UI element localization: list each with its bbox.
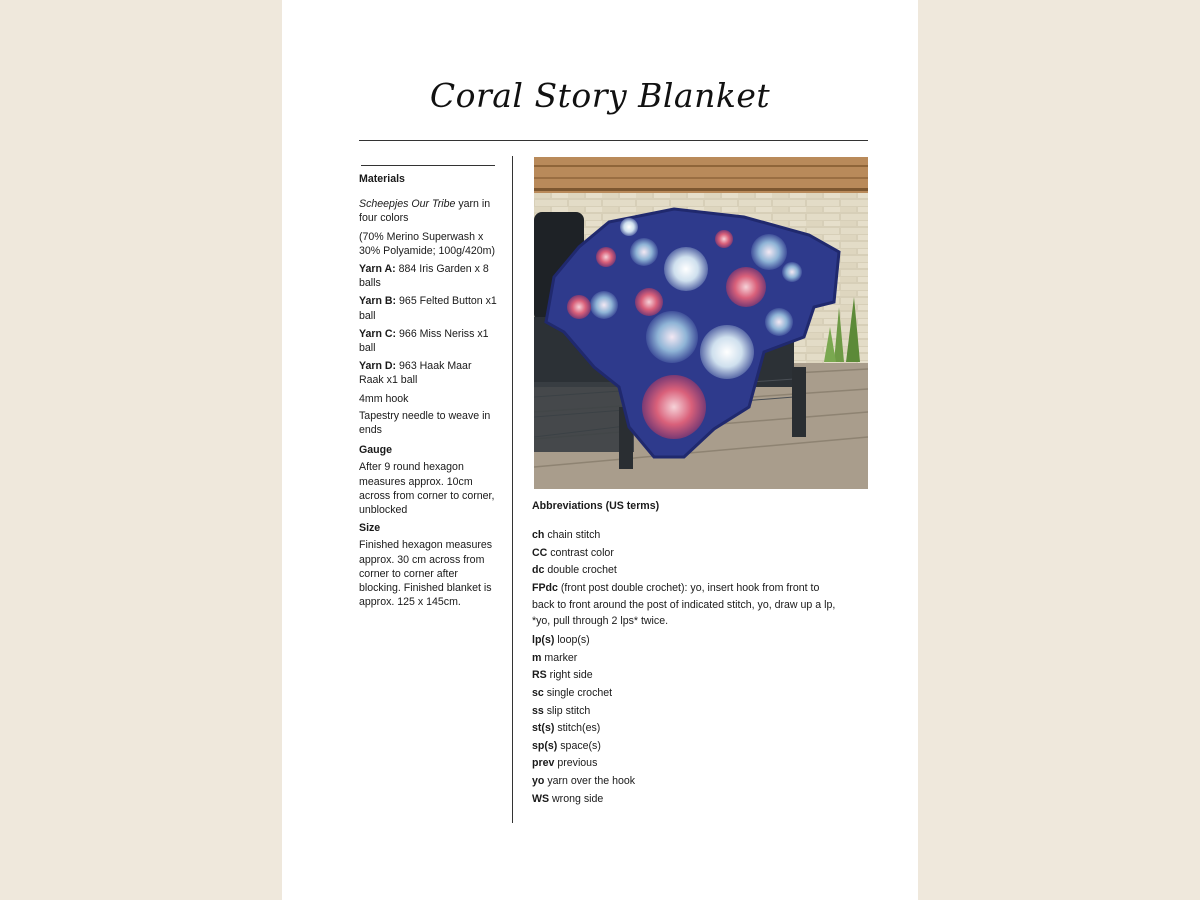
blanket-photo xyxy=(534,157,868,489)
abbr-term: ss xyxy=(532,704,544,717)
yarn-b-line xyxy=(359,294,499,322)
abbr-term: ch xyxy=(532,529,545,541)
abbr-term: WS xyxy=(532,792,550,805)
abbr-term: lp(s) xyxy=(532,634,555,647)
abbr-def: space(s) xyxy=(557,739,601,752)
title-divider xyxy=(359,140,868,141)
materials-column xyxy=(359,156,499,609)
abbr-row xyxy=(532,685,842,703)
yarn-d-label: Yarn D: xyxy=(359,360,397,373)
abbr-term: sp(s) xyxy=(532,739,558,752)
yarn-b-text: 965 Felted Button x1 ball xyxy=(359,295,497,322)
needle-line: Tapestry needle to weave in ends xyxy=(359,409,491,437)
abbr-row xyxy=(532,755,842,773)
abbr-def: single crochet xyxy=(543,686,613,699)
abbr-row xyxy=(532,650,842,668)
yarn-a-label: Yarn A: xyxy=(359,263,396,276)
size-text: Finished hexagon measures approx. 30 cm across from corner to corner after blocking. Finished blanket is approx. 125 x 145cm. xyxy=(359,539,493,609)
abbr-def: wrong side xyxy=(549,792,604,805)
hook-line: 4mm hook xyxy=(359,392,409,405)
yarn-composition: (70% Merino Superwash x 30% Polyamide; 100g/420m) xyxy=(359,230,496,257)
gauge-heading: Gauge xyxy=(359,444,392,457)
size-heading: Size xyxy=(359,522,381,535)
yarn-line xyxy=(359,197,499,225)
abbr-def: loop(s) xyxy=(554,634,590,647)
abbr-def: right side xyxy=(546,669,593,682)
abbr-def: yarn over the hook xyxy=(544,774,636,787)
blanket-photo-illustration xyxy=(534,157,868,489)
abbr-term: RS xyxy=(532,669,547,682)
pattern-page xyxy=(282,0,918,900)
materials-heading: Materials xyxy=(359,173,405,185)
abbr-row xyxy=(532,720,842,738)
abbr-row xyxy=(532,703,842,721)
abbr-def: (front post double crochet): yo, insert hook from front to back to front around the post of indicated stitch, yo, draw up a lp, *yo, pull through 2 lps* twice. xyxy=(532,581,836,628)
abbr-term: FPdc xyxy=(532,581,558,594)
yarn-c-label: Yarn C: xyxy=(359,327,397,340)
abbr-row xyxy=(532,738,842,756)
abbreviations-list xyxy=(532,527,842,808)
gauge-text: After 9 round hexagon measures approx. 10cm across from corner to corner, unblocked xyxy=(359,461,495,517)
abbr-term: CC xyxy=(532,546,548,559)
yarn-d-text: 963 Haak Maar Raak x1 ball xyxy=(359,360,472,387)
yarn-name: Scheepjes Our Tribe xyxy=(359,198,456,211)
yarn-a-line xyxy=(359,262,499,290)
yarn-b-label: Yarn B: xyxy=(359,295,397,308)
abbr-term: yo xyxy=(532,774,545,787)
materials-rule xyxy=(361,165,495,166)
abbr-term: prev xyxy=(532,757,555,770)
yarn-c-text: 966 Miss Neriss x1 ball xyxy=(359,327,489,355)
abbr-def: contrast color xyxy=(547,546,614,559)
abbr-def: marker xyxy=(541,651,578,664)
abbr-row xyxy=(532,791,842,809)
abbr-row xyxy=(532,580,842,630)
abbr-def: stitch(es) xyxy=(554,722,601,735)
abbreviations-heading: Abbreviations (US terms) xyxy=(532,500,660,512)
abbr-term: st(s) xyxy=(532,722,555,735)
abbr-def: previous xyxy=(554,757,598,770)
page-title: Coral Story Blanket xyxy=(429,76,771,115)
yarn-a-text: 884 Iris Garden x 8 balls xyxy=(359,263,489,290)
abbr-def: chain stitch xyxy=(544,529,601,541)
abbr-term: dc xyxy=(532,564,545,577)
column-divider xyxy=(512,156,513,823)
yarn-d-line xyxy=(359,359,499,387)
yarn-c-line xyxy=(359,327,499,355)
abbr-term: m xyxy=(532,651,542,664)
abbr-row xyxy=(532,527,842,545)
abbr-row xyxy=(532,773,842,791)
abbr-row xyxy=(532,667,842,685)
abbr-term: sc xyxy=(532,686,544,699)
abbr-row xyxy=(532,562,842,580)
abbr-row xyxy=(532,632,842,650)
yarn-rest: yarn in four colors xyxy=(359,198,491,225)
abbr-row xyxy=(532,545,842,563)
abbr-def: slip stitch xyxy=(543,704,591,717)
abbr-def: double crochet xyxy=(544,564,617,577)
